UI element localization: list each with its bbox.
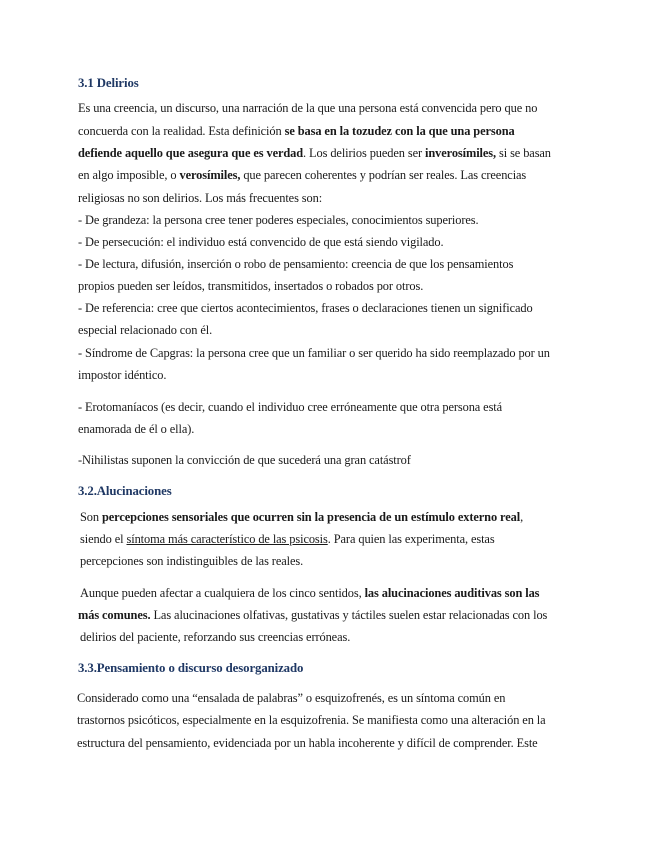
text-run: Son: [80, 510, 102, 524]
body-text-line: [78, 146, 551, 161]
text-run: - De lectura, difusión, inserción o robo de pensamiento: creencia de que los pensamientos: [78, 257, 514, 271]
bold-text-run: percepciones sensoriales que ocurren sin la presencia de un estímulo externo real: [101, 510, 521, 524]
body-text-line: [80, 630, 350, 645]
text-run: propios pueden ser leídos, transmitidos, insertados o robados por otros.: [78, 279, 424, 293]
body-text-line: [78, 124, 515, 139]
body-text-line: [78, 191, 322, 206]
body-text-line: [78, 235, 443, 250]
body-text-line: [78, 453, 411, 468]
body-text-line: [78, 213, 479, 228]
text-run: . Para quien las experimenta, estas: [327, 532, 495, 546]
body-text-line: [78, 608, 547, 623]
body-text-line: [80, 554, 303, 569]
text-run: -Nihilistas suponen la convicción de que sucederá una gran catástrof: [78, 453, 411, 467]
body-text-line: [80, 586, 539, 601]
text-run: religiosas no son delirios. Los más frecuentes son:: [78, 191, 323, 205]
bold-text-run: las alucinaciones auditivas son las: [364, 586, 540, 600]
text-run: impostor idéntico.: [78, 368, 167, 382]
section-heading-alucinaciones: 3.2.Alucinaciones: [78, 484, 172, 498]
body-text-line: [78, 346, 550, 361]
body-text-line: [80, 510, 523, 525]
section-heading-pensamiento-desorganizado: 3.3.Pensamiento o discurso desorganizado: [78, 661, 304, 675]
text-run: enamorada de él o ella).: [78, 422, 195, 436]
text-run: concuerda con la realidad. Esta definición: [78, 124, 285, 138]
section-heading-delirios: 3.1 Delirios: [78, 76, 139, 90]
text-run: estructura del pensamiento, evidenciada por un habla incoherente y difícil de comprender. Este: [77, 736, 538, 750]
text-run: siendo el: [80, 532, 127, 546]
body-text-line: [77, 713, 546, 728]
text-run: en algo imposible, o: [78, 168, 180, 182]
text-run: Considerado como una “ensalada de palabras” o esquizofrenés, es un síntoma común en: [77, 691, 506, 705]
text-run: trastornos psicóticos, especialmente en la esquizofrenia. Se manifiesta como una alteración en la: [77, 713, 546, 727]
underlined-text-run: síntoma más característico de las psicosis: [126, 532, 328, 546]
text-run: delirios del paciente, reforzando sus creencias erróneas.: [80, 630, 351, 644]
text-run: especial relacionado con él.: [78, 323, 213, 337]
body-text-line: [77, 736, 538, 751]
body-text-line: [80, 532, 495, 547]
text-run: - Erotomaníacos (es decir, cuando el individuo cree erróneamente que otra persona está: [78, 400, 503, 414]
text-run: percepciones son indistinguibles de las reales.: [80, 554, 304, 568]
body-text-line: [77, 691, 505, 706]
body-text-line: [78, 400, 502, 415]
text-run: - De persecución: el individuo está convencido de que está siendo vigilado.: [78, 235, 444, 249]
body-text-line: [78, 257, 513, 272]
body-text-line: [78, 279, 423, 294]
bold-text-run: inverosímiles,: [425, 146, 497, 160]
bold-text-run: verosímiles,: [179, 168, 241, 182]
text-run: que parecen coherentes y podrían ser reales. Las creencias: [240, 168, 527, 182]
body-text-line: [78, 323, 212, 338]
text-run: - De grandeza: la persona cree tener poderes especiales, conocimientos superiores.: [78, 213, 479, 227]
bold-text-run: se basa en la tozudez con la que una persona: [284, 124, 515, 138]
text-run: si se basan: [496, 146, 551, 160]
body-text-line: [78, 301, 533, 316]
bold-text-run: defiende aquello que asegura que es verdad: [78, 146, 304, 160]
body-text-line: [78, 101, 537, 116]
body-text-line: [78, 422, 194, 437]
text-run: - Síndrome de Capgras: la persona cree que un familiar o ser querido ha sido reemplazado por un: [78, 346, 550, 360]
text-run: Aunque pueden afectar a cualquiera de los cinco sentidos,: [80, 586, 365, 600]
text-run: ,: [520, 510, 524, 524]
text-run: - De referencia: cree que ciertos acontecimientos, frases o declaraciones tienen un significado: [78, 301, 533, 315]
body-text-line: [78, 168, 526, 183]
text-run: Es una creencia, un discurso, una narración de la que una persona está convencida pero que no: [78, 101, 538, 115]
text-run: Las alucinaciones olfativas, gustativas y táctiles suelen estar relacionadas con los: [150, 608, 548, 622]
text-run: . Los delirios pueden ser: [303, 146, 426, 160]
body-text-line: [78, 368, 166, 383]
bold-text-run: más comunes.: [78, 608, 151, 622]
